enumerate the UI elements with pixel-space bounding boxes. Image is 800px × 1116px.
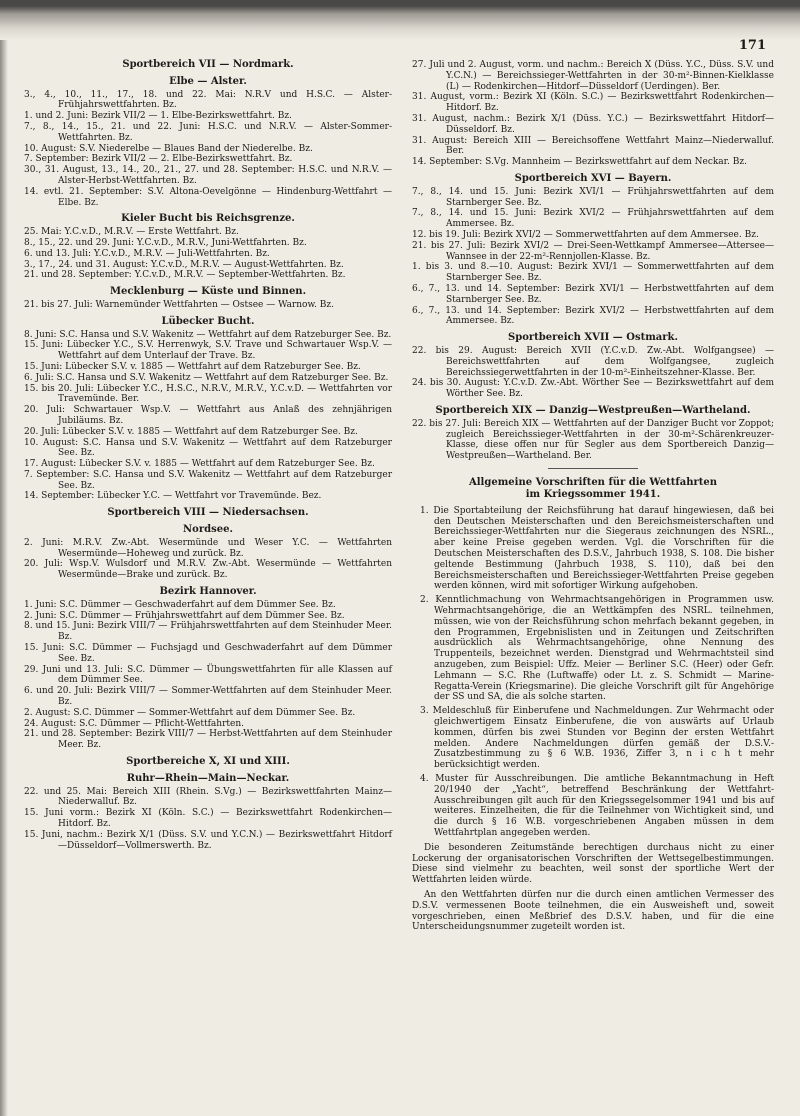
rules-title (412, 477, 774, 501)
event-entry: 2. Juni: S.C. Dümmer — Frühjahrswettfahrt auf dem Dümmer See. Bz. (24, 610, 345, 621)
event-entry: 15. bis 20. Juli: Lübecker Y.C., H.S.C., N.R.V., M.R.V., Y.C.v.D. — Wettfahrten vor Travemünde. Ber. (24, 383, 392, 405)
event-entry: 22. bis 29. August: Bereich XVII (Y.C.v.D. Zw.-Abt. Wolfgangsee) — Bereichswettfahrten auf dem Wolfgangsee, zugleich Bereichssiegerwettfahrten in der 10-m²-Einheitszehner-Klasse. Ber. (412, 345, 774, 378)
event-entry: 7., 8., 14. und 15. Juni: Bezirk XVI/2 — Frühjahrswettfahrten auf dem Ammersee. Bz. (412, 208, 774, 230)
event-list (24, 227, 392, 281)
event-entry: 3., 4., 10., 11., 17., 18. und 22. Mai: N.R.V und H.S.C. — Alster-Frühjahrswettfahrten. Bz. (24, 89, 392, 111)
event-entry: 22. und 25. Mai: Bereich XIII (Rhein. S.Vg.) — Bezirkswettfahrten Mainz—Niederwalluf. Bz. (24, 786, 392, 808)
subsection-heading: Ruhr—Rhein—Main—Neckar. (126, 772, 290, 784)
event-entry: 21. und 28. September: Y.C.v.D., M.R.V. — September-Wettfahrten. Bz. (24, 270, 346, 281)
rules-title-line: im Kriegssommer 1941. (525, 488, 661, 500)
scan-left-edge (0, 40, 8, 1116)
event-entry: 3., 17., 24. und 31. August: Y.C.v.D., M.R.V. — August-Wettfahrten. Bz. (24, 259, 344, 270)
left-column (24, 60, 392, 851)
rules-list (412, 506, 774, 839)
event-entry: 21. und 28. September: Bezirk VIII/7 — Herbst-Wettfahrten auf dem Steinhuder Meer. Bz. (24, 729, 392, 751)
event-list (412, 60, 774, 168)
rules-title-line: Allgemeine Vorschriften für die Wettfahrten (469, 476, 717, 488)
event-entry: 15. Juni vorm.: Bezirk XI (Köln. S.C.) — Bezirkswettfahrt Rodenkirchen—Hitdorf. Bz. (24, 808, 392, 829)
scan-top-edge (0, 0, 800, 40)
event-entry: 15. Juni: Lübecker S.V. v. 1885 — Wettfahrt auf dem Ratzeburger See. Bz. (24, 361, 361, 372)
event-entry: 8. und 15. Juni: Bezirk VIII/7 — Frühjahrswettfahrten auf dem Steinhuder Meer. Bz. (24, 621, 392, 643)
event-list (412, 187, 774, 327)
event-entry: 1. und 2. Juni: Bezirk VII/2 — 1. Elbe-Bezirkswettfahrt. Bz. (24, 111, 292, 122)
event-list (24, 538, 392, 581)
rule-item: 3. Meldeschluß für Einberufene und Nachmeldungen. Zur Wehrmacht oder gleichwertigem Einsatz Einberufene, die von auswärts auf Urlaub kommen, dürfen bis zwei Stunden vor Beginn der ersten Wettfahrt melden. Andere Nachmeldungen dürfen gemäß der D.S.V.-Zusatzbestimmung zu § 6 W.B. 1936, Ziffer 3, n i c h t mehr berücksichtigt werden. (420, 706, 774, 771)
event-list (412, 346, 774, 400)
event-entry: 2. August: S.C. Dümmer — Sommer-Wettfahrt auf dem Dümmer See. Bz. (24, 707, 356, 718)
event-entry: 31. August: Bereich XIII — Bereichsoffene Wettfahrt Mainz—Niederwalluf. Ber. (412, 135, 774, 157)
event-entry: 10. August: S.C. Hansa und S.V. Wakenitz — Wettfahrt auf dem Ratzeburger See. Bz. (24, 437, 392, 459)
event-entry: 6., 7., 13. und 14. September: Bezirk XVI/2 — Herbstwettfahrten auf dem Ammersee. Bz. (412, 305, 774, 327)
event-list (24, 787, 392, 852)
event-list (24, 600, 392, 751)
event-entry: 15. Juni: Lübecker Y.C., S.V. Herrenwyk, S.V. Trave und Schwartauer Wsp.V. — Wettfahrt auf dem Unterlauf der Trave. Bz. (24, 340, 392, 362)
event-entry: 1. bis 3. und 8.—10. August: Bezirk XVI/1 — Sommerwettfahrten auf dem Starnberger See. Bz. (412, 262, 774, 284)
event-entry: 31. August, nachm.: Bezirk X/1 (Düss. Y.C.) — Bezirkswettfahrt Hitdorf—Düsseldorf. Bz. (412, 113, 774, 135)
event-list (24, 300, 392, 311)
subsection-heading: Mecklenburg — Küste und Binnen. (109, 286, 307, 298)
section-heading: Sportbereich XIX — Danzig—Westpreußen—Wartheland. (435, 404, 751, 416)
event-entry: 8., 15., 22. und 29. Juni: Y.C.v.D., M.R.V., Juni-Wettfahrten. Bz. (24, 237, 307, 248)
event-entry: 6. und 13. Juli: Y.C.v.D., M.R.V. — Juli-Wettfahrten. Bz. (24, 248, 270, 259)
section-heading: Sportbereich XVII — Ostmark. (508, 332, 678, 344)
section-heading: Sportbereich VIII — Niedersachsen. (107, 507, 309, 519)
event-entry: 20. Juli: Lübecker S.V. v. 1885 — Wettfahrt auf dem Ratzeburger See. Bz. (24, 426, 358, 437)
event-entry: 10. August: S.V. Niederelbe — Blaues Band der Niederelbe. Bz. (24, 143, 313, 154)
event-entry: 31. August, vorm.: Bezirk XI (Köln. S.C.) — Bezirkswettfahrt Rodenkirchen—Hitdorf. Bz. (412, 92, 774, 114)
event-entry: 24. August: S.C. Dümmer — Pflicht-Wettfahrten. (24, 718, 244, 729)
event-list (24, 330, 392, 503)
event-entry: 1. Juni: S.C. Dümmer — Geschwaderfahrt auf dem Dümmer See. Bz. (24, 599, 336, 610)
event-entry: 25. Mai: Y.C.v.D., M.R.V. — Erste Wettfahrt. Bz. (24, 227, 239, 238)
closing-paragraph: Die besonderen Zeitumstände berechtigen durchaus nicht zu einer Lockerung der organisatorischen Vorschriften der Wettsegelbestimmungen. Diese sind vielmehr zu beachten, weil sonst der sportliche Wert der Wettfahrten leiden würde. (412, 842, 774, 886)
event-entry: 7. September: Bezirk VII/2 — 2. Elbe-Bezirkswettfahrt. Bz. (24, 154, 293, 165)
event-entry: 14. September: Lübecker Y.C. — Wettfahrt vor Travemünde. Bez. (24, 491, 322, 502)
section-heading: Sportbereiche X, XI und XIII. (126, 756, 290, 768)
section-heading: Sportbereich XVI — Bayern. (514, 172, 672, 184)
event-entry: 15. Juni: S.C. Dümmer — Fuchsjagd und Geschwaderfahrt auf dem Dümmer See. Bz. (24, 643, 392, 664)
event-entry: 2. Juni: M.R.V. Zw.-Abt. Wesermünde und Weser Y.C. — Wettfahrten Wesermünde—Hoheweg und zurück. Bz. (24, 537, 392, 559)
event-entry: 12. bis 19. Juli: Bezirk XVI/2 — Sommerwettfahrten auf dem Ammersee. Bz. (412, 229, 759, 240)
subsection-heading: Nordsee. (183, 524, 233, 536)
subsection-heading: Elbe — Alster. (169, 75, 247, 87)
event-entry: 20. Juli: Schwartauer Wsp.V. — Wettfahrt aus Anlaß des zehnjährigen Jubiläums. Bz. (24, 405, 392, 426)
rule-item: 4. Muster für Ausschreibungen. Die amtliche Bekanntmachung in Heft 20/1940 der „Yacht“, betreffend Beschränkung der Wettfahrt-Ausschreibungen gilt auch für den Kriegssegelsommer 1941 und bis auf weiteres. Einzelheiten, die für die Teilnehmer von Wichtigkeit sind, und die durch § 16 W.B. vorgeschriebenen Angaben müssen in dem Wettfahrtplan angegeben werden. (420, 774, 774, 838)
event-entry: 21. bis 27. Juli: Warnemünder Wettfahrten — Ostsee — Warnow. Bz. (24, 299, 335, 310)
event-entry: 27. Juli und 2. August, vorm. und nachm.: Bereich X (Düss. Y.C., Düss. S.V. und Y.C.N.) — Bereichssieger-Wettfahrten in der 30-m²-Binnen-Kielklasse (L) — Rodenkirchen—Hitdorf—Düsseldorf (Uerdingen). Ber. (412, 60, 774, 92)
event-entry: 15. Juni, nachm.: Bezirk X/1 (Düss. S.V. und Y.C.N.) — Bezirkswettfahrt Hitdorf—Düsseldorf—Vollmerswerth. Bz. (24, 829, 392, 851)
event-entry: 6. Juli: S.C. Hansa und S.V. Wakenitz — Wettfahrt auf dem Ratzeburger See. Bz. (24, 372, 389, 383)
event-entry: 14. evtl. 21. September: S.V. Altona-Oevelgönne — Hindenburg-Wettfahrt — Elbe. Bz. (24, 186, 392, 208)
right-column (412, 60, 774, 933)
subsection-heading: Bezirk Hannover. (159, 586, 257, 598)
event-list (412, 419, 774, 462)
event-entry: 20. Juli: Wsp.V. Wulsdorf und M.R.V. Zw.-Abt. Wesermünde — Wettfahrten Wesermünde—Brake und zurück. Bz. (24, 559, 392, 581)
event-entry: 7., 8., 14., 15., 21. und 22. Juni: H.S.C. und N.R.V. — Alster-Sommer-Wettfahrten. Bz. (24, 121, 392, 143)
event-entry: 6. und 20. Juli: Bezirk VIII/7 — Sommer-Wettfahrten auf dem Steinhuder Meer. Bz. (24, 686, 392, 708)
page-number: 171 (738, 38, 766, 53)
event-entry: 22. bis 27. Juli: Bereich XIX — Wettfahrten auf der Danziger Bucht vor Zoppot; zugleich Bereichssieger-Wettfahrten in der 30-m²-Schärenkreuzer-Klasse, diese offen nur für Segler aus dem Sportbereich Danzig—Westpreußen—Wartheland. Ber. (412, 418, 774, 462)
event-entry: 21. bis 27. Juli: Bezirk XVI/2 — Drei-Seen-Wettkampf Ammersee—Attersee—Wannsee in der 22-m²-Rennjollen-Klasse. Bz. (412, 240, 774, 262)
event-entry: 7. September: S.C. Hansa und S.V. Wakenitz — Wettfahrt auf dem Ratzeburger See. Bz. (24, 469, 392, 491)
event-entry: 6., 7., 13. und 14. September: Bezirk XVI/1 — Herbstwettfahrten auf dem Starnberger See. Bz. (412, 283, 774, 305)
event-entry: 29. Juni und 13. Juli: S.C. Dümmer — Übungswettfahrten für alle Klassen auf dem Dümmer See. (24, 664, 392, 686)
event-entry: 30., 31. August, 13., 14., 20., 21., 27. und 28. September: H.S.C. und N.R.V. — Alster-Herbst-Wettfahrten. Bz. (24, 165, 392, 186)
subsection-heading: Lübecker Bucht. (161, 315, 255, 327)
closing-paragraph: An den Wettfahrten dürfen nur die durch einen amtlichen Vermesser des D.S.V. vermessenen Boote teilnehmen, die ein Ausweisheft und, soweit vorgeschrieben, einen Meßbrief des D.S.V. haben, und für die eine Unterscheidungsnummer zugeteilt worden ist. (412, 889, 774, 933)
event-entry: 17. August: Lübecker S.V. v. 1885 — Wettfahrt auf dem Ratzeburger See. Bz. (24, 459, 375, 470)
event-list (24, 90, 392, 209)
event-entry: 7., 8., 14. und 15. Juni: Bezirk XVI/1 — Frühjahrswettfahrten auf dem Starnberger See. Bz. (412, 186, 774, 208)
event-entry: 14. September: S.Vg. Mannheim — Bezirkswettfahrt auf dem Neckar. Bz. (412, 157, 747, 168)
divider (548, 468, 638, 469)
rule-item: 1. Die Sportabteilung der Reichsführung hat darauf hingewiesen, daß bei den Deutschen Meisterschaften und den Bereichsmeisterschaften und Bereichssieger-Wettfahrten nur die Siegeraus zeichnungen des NSRL., aber keine Preise gegeben werden. Vgl. die Vorschriften für die Deutschen Meisterschaften des D.S.V., Jahrbuch 1938, S. 108. Die bisher geltende Bestimmung (Jahrbuch 1938, S. 110), daß bei den Bereichsmeisterschaften und Bereichssieger-Wettfahrten Preise gegeben werden können, wird mit sofortiger Wirkung aufgehoben. (420, 505, 774, 592)
event-entry: 8. Juni: S.C. Hansa und S.V. Wakenitz — Wettfahrt auf dem Ratzeburger See. Bz. (24, 329, 392, 340)
section-heading: Sportbereich VII — Nordmark. (122, 59, 294, 70)
rule-item: 2. Kenntlichmachung von Wehrmachtsangehörigen in Programmen usw. Wehrmachtsangehörige, die an Wettkämpfen des NSRL. teilnehmen, müssen, wie von der Reichsführung schon mehrfach bekannt gegeben, in den Programmen, Ergebnislisten und in Zeitungen und Zeitschriften ausdrücklich als Wehrmachtsangehörige, ohne Nennung des Truppenteils, bezeichnet werden. Dienstgrad und Wehrmachtsteil sind anzugeben, zum Beispiel: Uffz. Meier — Berliner S.C. (Heer) oder Gefr. Lehmann — S.C. Rhe (Luftwaffe) oder Lt. z. S. Schmidt — Marine-Regatta-Verein (Kriegsmarine). Die gleiche Vorschrift gilt für Angehörige der SS und SA, die als solche starten. (420, 595, 774, 703)
event-entry: 24. bis 30. August: Y.C.v.D. Zw.-Abt. Wörther See — Bezirkswettfahrt auf dem Wörther See. Bz. (412, 378, 774, 400)
subsection-heading: Kieler Bucht bis Reichsgrenze. (121, 213, 295, 225)
